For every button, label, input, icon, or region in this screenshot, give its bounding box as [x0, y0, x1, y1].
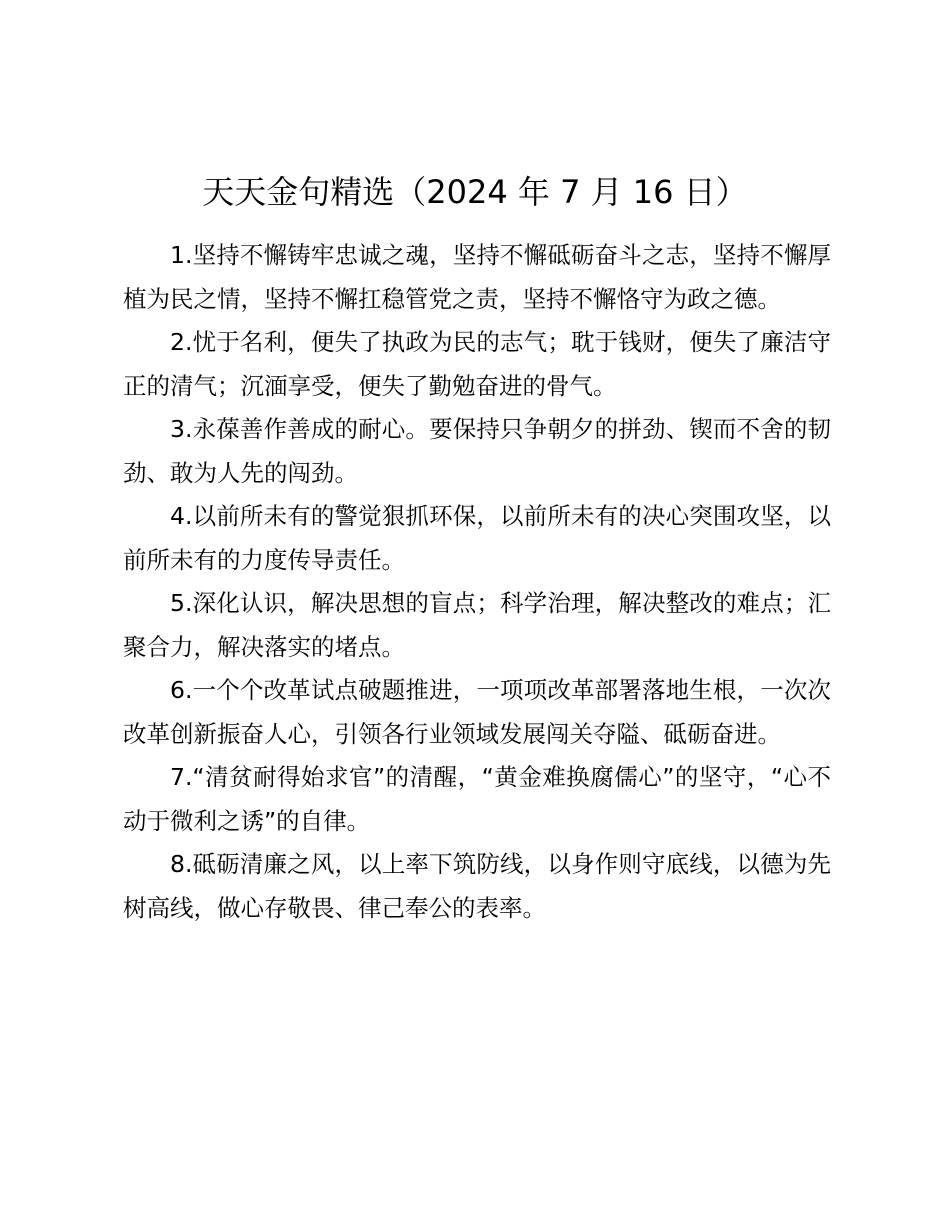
- quote-paragraph-4: 4.以前所未有的警觉狠抓环保，以前所未有的决心突围攻坚，以前所未有的力度传导责任。: [123, 502, 831, 574]
- quote-paragraph-8: 8.砥砺清廉之风，以上率下筑防线，以身作则守底线，以德为先树高线，做心存敬畏、律己奉公的表率。: [123, 850, 831, 922]
- quote-paragraph-3: 3.永葆善作善成的耐心。要保持只争朝夕的拼劲、锲而不舍的韧劲、敢为人先的闯劲。: [123, 415, 831, 487]
- quote-paragraph-6: 6.一个个改革试点破题推进，一项项改革部署落地生根，一次次改革创新振奋人心，引领各行业领域发展闯关夺隘、砥砺奋进。: [123, 676, 831, 748]
- quote-paragraph-1: 1.坚持不懈铸牢忠诚之魂，坚持不懈砥砺奋斗之志，坚持不懈厚植为民之情，坚持不懈扛稳管党之责，坚持不懈恪守为政之德。: [123, 241, 831, 313]
- document-title: 天天金句精选（2024 年 7 月 16 日）: [202, 173, 748, 211]
- quote-paragraph-5: 5.深化认识，解决思想的盲点；科学治理，解决整改的难点；汇聚合力，解决落实的堵点。: [123, 589, 831, 661]
- document-body: [123, 234, 831, 930]
- quote-paragraph-7: 7.“清贫耐得始求官”的清醒，“黄金难换腐儒心”的坚守，“心不动于微利之诱”的自律。: [123, 763, 831, 835]
- quote-paragraph-2: 2.忧于名利，便失了执政为民的志气；耽于钱财，便失了廉洁守正的清气；沉湎享受，便失了勤勉奋进的骨气。: [123, 328, 831, 400]
